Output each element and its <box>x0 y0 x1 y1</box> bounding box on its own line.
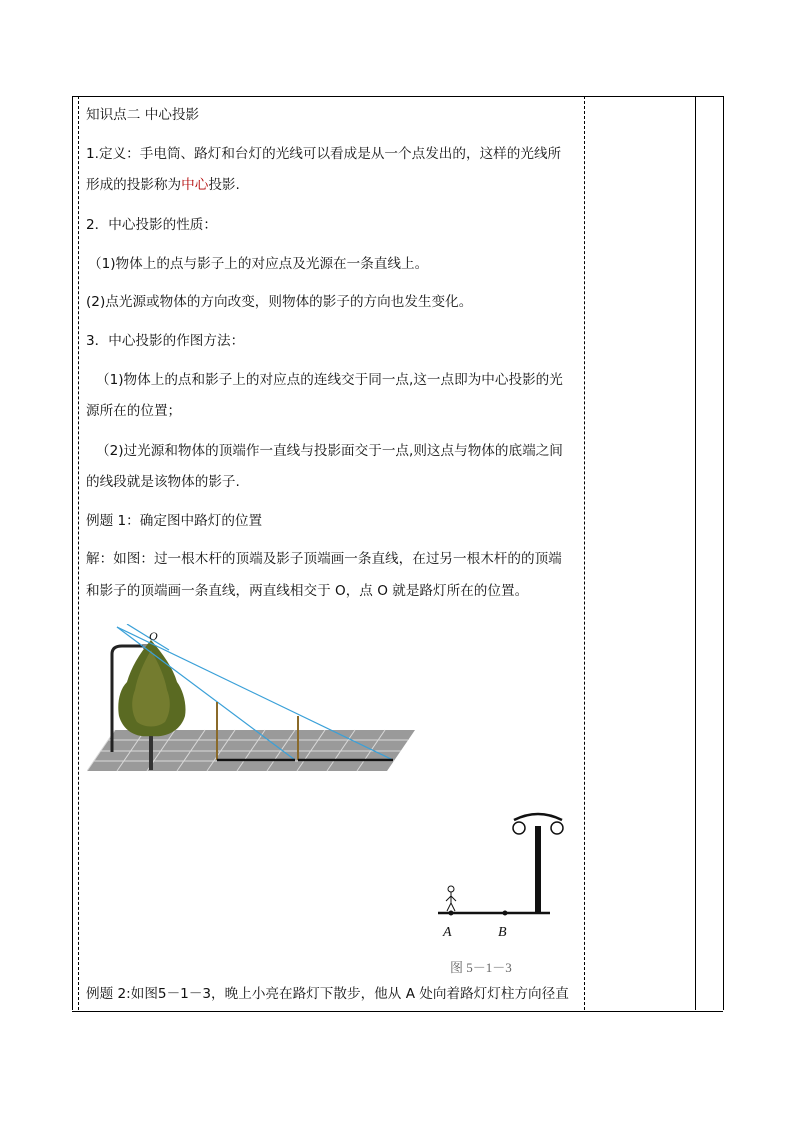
method-1-line-1: （1)物体上的点和影子上的对应点的连线交于同一点,这一点即为中心投影的光 <box>96 372 563 388</box>
definition-term: 中心 <box>181 177 209 193</box>
point-b-label: B <box>498 925 507 940</box>
street-lamp-walk-figure <box>430 812 580 980</box>
section-title: 知识点二 中心投影 <box>86 107 200 123</box>
point-o-label: O <box>149 629 158 643</box>
lamp-pole <box>535 826 541 914</box>
method-1-line-2: 源所在的位置； <box>86 403 182 419</box>
lamp-arm <box>514 814 562 820</box>
point-a-dot <box>449 911 454 916</box>
lamp-bulb-right <box>551 822 563 834</box>
property-1: （1)物体上的点与影子上的对应点及光源在一条直线上。 <box>88 256 429 272</box>
table-border-left <box>72 96 73 1010</box>
definition-line-2 <box>86 177 580 194</box>
method-heading: 3．中心投影的作图方法： <box>86 333 245 349</box>
definition-post: 投影. <box>208 177 240 193</box>
definition-pre: 形成的投影称为 <box>86 177 182 193</box>
table-border-right <box>723 96 724 1010</box>
column-divider-dashed-left <box>78 96 79 1010</box>
figure-caption: 图 5－1－3 <box>450 960 512 975</box>
example-1-solution-line-2: 和影子的顶端画一条直线，两直线相交于 O，点 O 就是路灯所在的位置。 <box>86 583 529 599</box>
point-b-dot <box>503 911 508 916</box>
method-2-line-1: （2)过光源和物体的顶端作一直线与投影面交于一点,则这点与物体的底端之间 <box>96 443 563 459</box>
example-1-title: 例题 1：确定图中路灯的位置 <box>86 513 263 529</box>
column-divider-right <box>695 96 696 1010</box>
point-a-label: A <box>443 925 452 940</box>
lamp-bulb-left <box>513 822 525 834</box>
definition-line-1: 1.定义：手电筒、路灯和台灯的光线可以看成是从一个点发出的，这样的光线所 <box>86 146 562 162</box>
street-lamp-shadow-figure <box>87 624 417 774</box>
property-2: (2)点光源或物体的方向改变，则物体的影子的方向也发生变化。 <box>86 294 473 310</box>
example-1-solution-line-1: 解：如图：过一根木杆的顶端及影子顶端画一条直线，在过另一根木杆的的顶端 <box>86 551 562 567</box>
column-divider-dashed-right <box>584 96 585 1010</box>
properties-heading: 2．中心投影的性质： <box>86 217 217 233</box>
person-figure <box>446 886 456 911</box>
method-2-line-2: 的线段就是该物体的影子. <box>86 474 240 490</box>
example-2-text: 例题 2:如图5－1－3，晚上小亮在路灯下散步，他从 A 处向着路灯灯柱方向径直 <box>86 986 569 1002</box>
